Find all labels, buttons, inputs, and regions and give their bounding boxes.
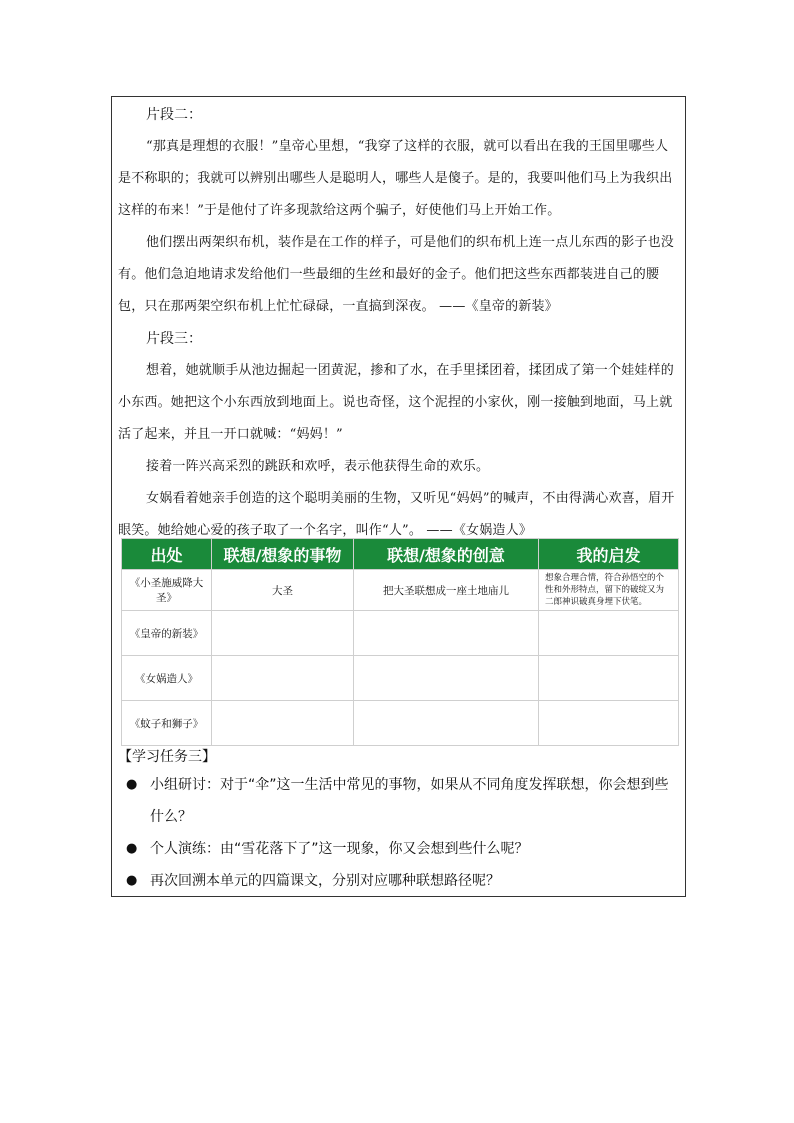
table-row	[122, 570, 679, 611]
bullet-icon: ●	[126, 841, 138, 856]
fragment-2-paragraph: “那真是理想的衣服！”皇帝心里想，“我穿了这样的衣服，就可以看出在我的王国里哪些人是不称职的；我就可以辨别出哪些人是聪明人，哪些人是傻子。是的，我要叫他们马上为我织出这样的布来！”于是他付了许多现款给这两个骗子，好使他们马上开始工作。	[118, 139, 673, 218]
table-row	[122, 701, 679, 746]
header-idea: 联想/想象的创意	[354, 539, 539, 570]
reading-passages	[118, 99, 681, 547]
cell-thing[interactable]	[212, 701, 354, 746]
task-item	[118, 833, 681, 865]
fragment-3-paragraph: 想着，她就顺手从池边掘起一团黄泥，掺和了水，在手里揉团着，揉团成了第一个娃娃样的小东西。她把这个小东西放到地面上。说也奇怪，这个泥捏的小家伙，刚一接触到地面，马上就活了起来，并且一开口就喊：“妈妈！”	[118, 363, 675, 442]
task-item-text: 再次回溯本单元的四篇课文，分别对应哪种联想路径呢？	[150, 873, 500, 889]
cell-source: 《小圣施威降大圣》	[122, 570, 212, 611]
task-item-text: 个人演练：由“雪花落下了”这一现象，你又会想到些什么呢？	[150, 841, 529, 857]
fragment-2-heading: 片段二：	[146, 107, 202, 123]
cell-source: 《皇帝的新装》	[122, 611, 212, 656]
table-row	[122, 611, 679, 656]
cell-idea[interactable]: 把大圣联想成一座土地庙儿	[354, 570, 539, 611]
header-source: 出处	[122, 539, 212, 570]
fragment-3-paragraph: 接着一阵兴高采烈的跳跃和欢呼，表示他获得生命的欢乐。	[146, 459, 490, 474]
imagination-table	[121, 538, 679, 746]
learning-tasks	[118, 745, 681, 897]
cell-source: 《蚊子和狮子》	[122, 701, 212, 746]
fragment-2-paragraph: 他们摆出两架织布机，装作是在工作的样子，可是他们的织布机上连一点儿东西的影子也没有。他们急迫地请求发给他们一些最细的生丝和最好的金子。他们把这些东西都装进自己的腰包，只在那两架空织布机上忙忙碌碌，一直搞到深夜。 ——《皇帝的新装》	[118, 235, 675, 314]
header-thing: 联想/想象的事物	[212, 539, 354, 570]
table-header-row	[122, 539, 679, 570]
worksheet-frame	[111, 96, 686, 897]
cell-idea[interactable]	[354, 656, 539, 701]
cell-inspiration[interactable]	[539, 701, 679, 746]
cell-source: 《女娲造人》	[122, 656, 212, 701]
task-item-text: 小组研讨：对于“伞”这一生活中常见的事物，如果从不同角度发挥联想，你会想到些什么？	[150, 777, 669, 825]
cell-thing[interactable]	[212, 656, 354, 701]
cell-thing[interactable]: 大圣	[212, 570, 354, 611]
task-item	[118, 769, 681, 833]
header-inspiration: 我的启发	[539, 539, 679, 570]
task-item	[118, 865, 681, 897]
cell-idea[interactable]	[354, 701, 539, 746]
task-title: 【学习任务三】	[118, 749, 216, 765]
cell-inspiration[interactable]	[539, 656, 679, 701]
bullet-icon: ●	[126, 873, 138, 888]
cell-inspiration[interactable]	[539, 611, 679, 656]
fragment-3-paragraph: 女娲看着她亲手创造的这个聪明美丽的生物，又听见“妈妈”的喊声，不由得满心欢喜，眉开眼笑。她给她心爱的孩子取了一个名字，叫作“人”。 ——《女娲造人》	[118, 491, 675, 538]
table-row	[122, 656, 679, 701]
cell-idea[interactable]	[354, 611, 539, 656]
fragment-3-heading: 片段三：	[146, 331, 202, 347]
cell-inspiration[interactable]: 想象合理合情，符合孙悟空的个性和外形特点，留下的破绽又为二郎神识破真身埋下伏笔。	[539, 570, 679, 611]
cell-thing[interactable]	[212, 611, 354, 656]
bullet-icon: ●	[126, 777, 138, 792]
